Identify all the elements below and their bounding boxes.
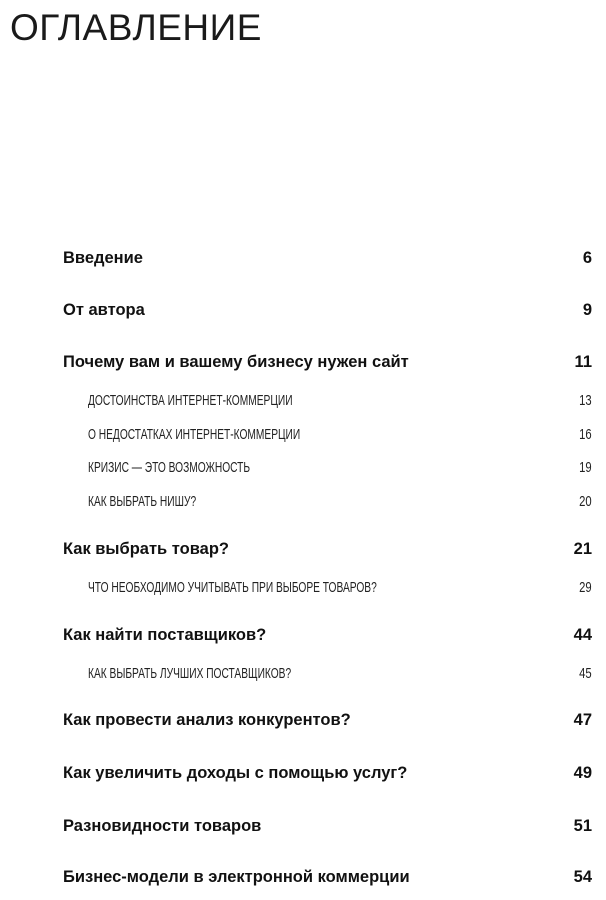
- toc-page-number: 6: [582, 249, 592, 267]
- toc-entry-title: О НЕДОСТАТКАХ ИНТЕРНЕТ-КОММЕРЦИИ: [88, 426, 301, 443]
- toc-page-number: 16: [579, 426, 592, 443]
- toc-entry-title: Как увеличить доходы с помощью услуг?: [63, 764, 408, 782]
- toc-page-number: 47: [573, 711, 592, 729]
- toc-entry-title: Введение: [63, 249, 143, 267]
- toc-section-best-suppliers[interactable]: [0, 661, 606, 687]
- toc-chapter-from-author[interactable]: [0, 297, 606, 323]
- toc-chapter-competitor-analysis[interactable]: [0, 707, 606, 733]
- toc-entry-title: КРИЗИС — ЭТО ВОЗМОЖНОСТЬ: [88, 459, 251, 476]
- toc-page-number: 44: [573, 626, 592, 644]
- toc-page-number: 29: [579, 579, 592, 596]
- toc-page-number: 11: [574, 353, 592, 371]
- toc-chapter-business-models[interactable]: [0, 864, 606, 890]
- toc-section-advantages[interactable]: [0, 388, 606, 414]
- toc-entry-title: Как провести анализ конкурентов?: [63, 711, 351, 729]
- toc-entry-title: Почему вам и вашему бизнесу нужен сайт: [63, 353, 409, 371]
- toc-entry-title: Как выбрать товар?: [63, 540, 229, 558]
- toc-entry-title: Как найти поставщиков?: [63, 626, 267, 644]
- toc-section-crisis[interactable]: [0, 455, 606, 481]
- toc-chapter-choose-product[interactable]: [0, 536, 606, 562]
- toc-chapter-service-income[interactable]: [0, 760, 606, 786]
- toc-page-number: 51: [573, 817, 592, 835]
- toc-page-number: 20: [579, 493, 592, 510]
- page-title: ОГЛАВЛЕНИЕ: [10, 7, 262, 48]
- toc-page-number: 9: [582, 301, 592, 319]
- toc-section-niche[interactable]: [0, 489, 606, 515]
- toc-section-product-criteria[interactable]: [0, 575, 606, 601]
- toc-entry-title: КАК ВЫБРАТЬ ЛУЧШИХ ПОСТАВЩИКОВ?: [88, 665, 292, 682]
- toc-chapter-product-types[interactable]: [0, 813, 606, 839]
- toc-entry-title: КАК ВЫБРАТЬ НИШУ?: [88, 493, 197, 510]
- toc-entry-title: ДОСТОИНСТВА ИНТЕРНЕТ-КОММЕРЦИИ: [88, 392, 293, 409]
- toc-chapter-find-suppliers[interactable]: [0, 622, 606, 648]
- toc-page-number: 13: [579, 392, 592, 409]
- toc-chapter-why-site[interactable]: [0, 349, 606, 375]
- toc-page-number: 21: [573, 540, 592, 558]
- toc-entry-title: Разновидности товаров: [63, 817, 262, 835]
- toc-page-number: 19: [579, 459, 592, 476]
- toc-page-number: 45: [579, 665, 592, 682]
- toc-page-number: 54: [573, 868, 592, 886]
- toc-entry-title: От автора: [63, 301, 145, 319]
- toc-chapter-introduction[interactable]: [0, 245, 606, 271]
- toc-entry-title: Бизнес-модели в электронной коммерции: [63, 868, 410, 886]
- toc-entry-title: ЧТО НЕОБХОДИМО УЧИТЫВАТЬ ПРИ ВЫБОРЕ ТОВАРОВ?: [88, 579, 377, 596]
- toc-page-number: 49: [573, 764, 592, 782]
- toc-section-disadvantages[interactable]: [0, 422, 606, 448]
